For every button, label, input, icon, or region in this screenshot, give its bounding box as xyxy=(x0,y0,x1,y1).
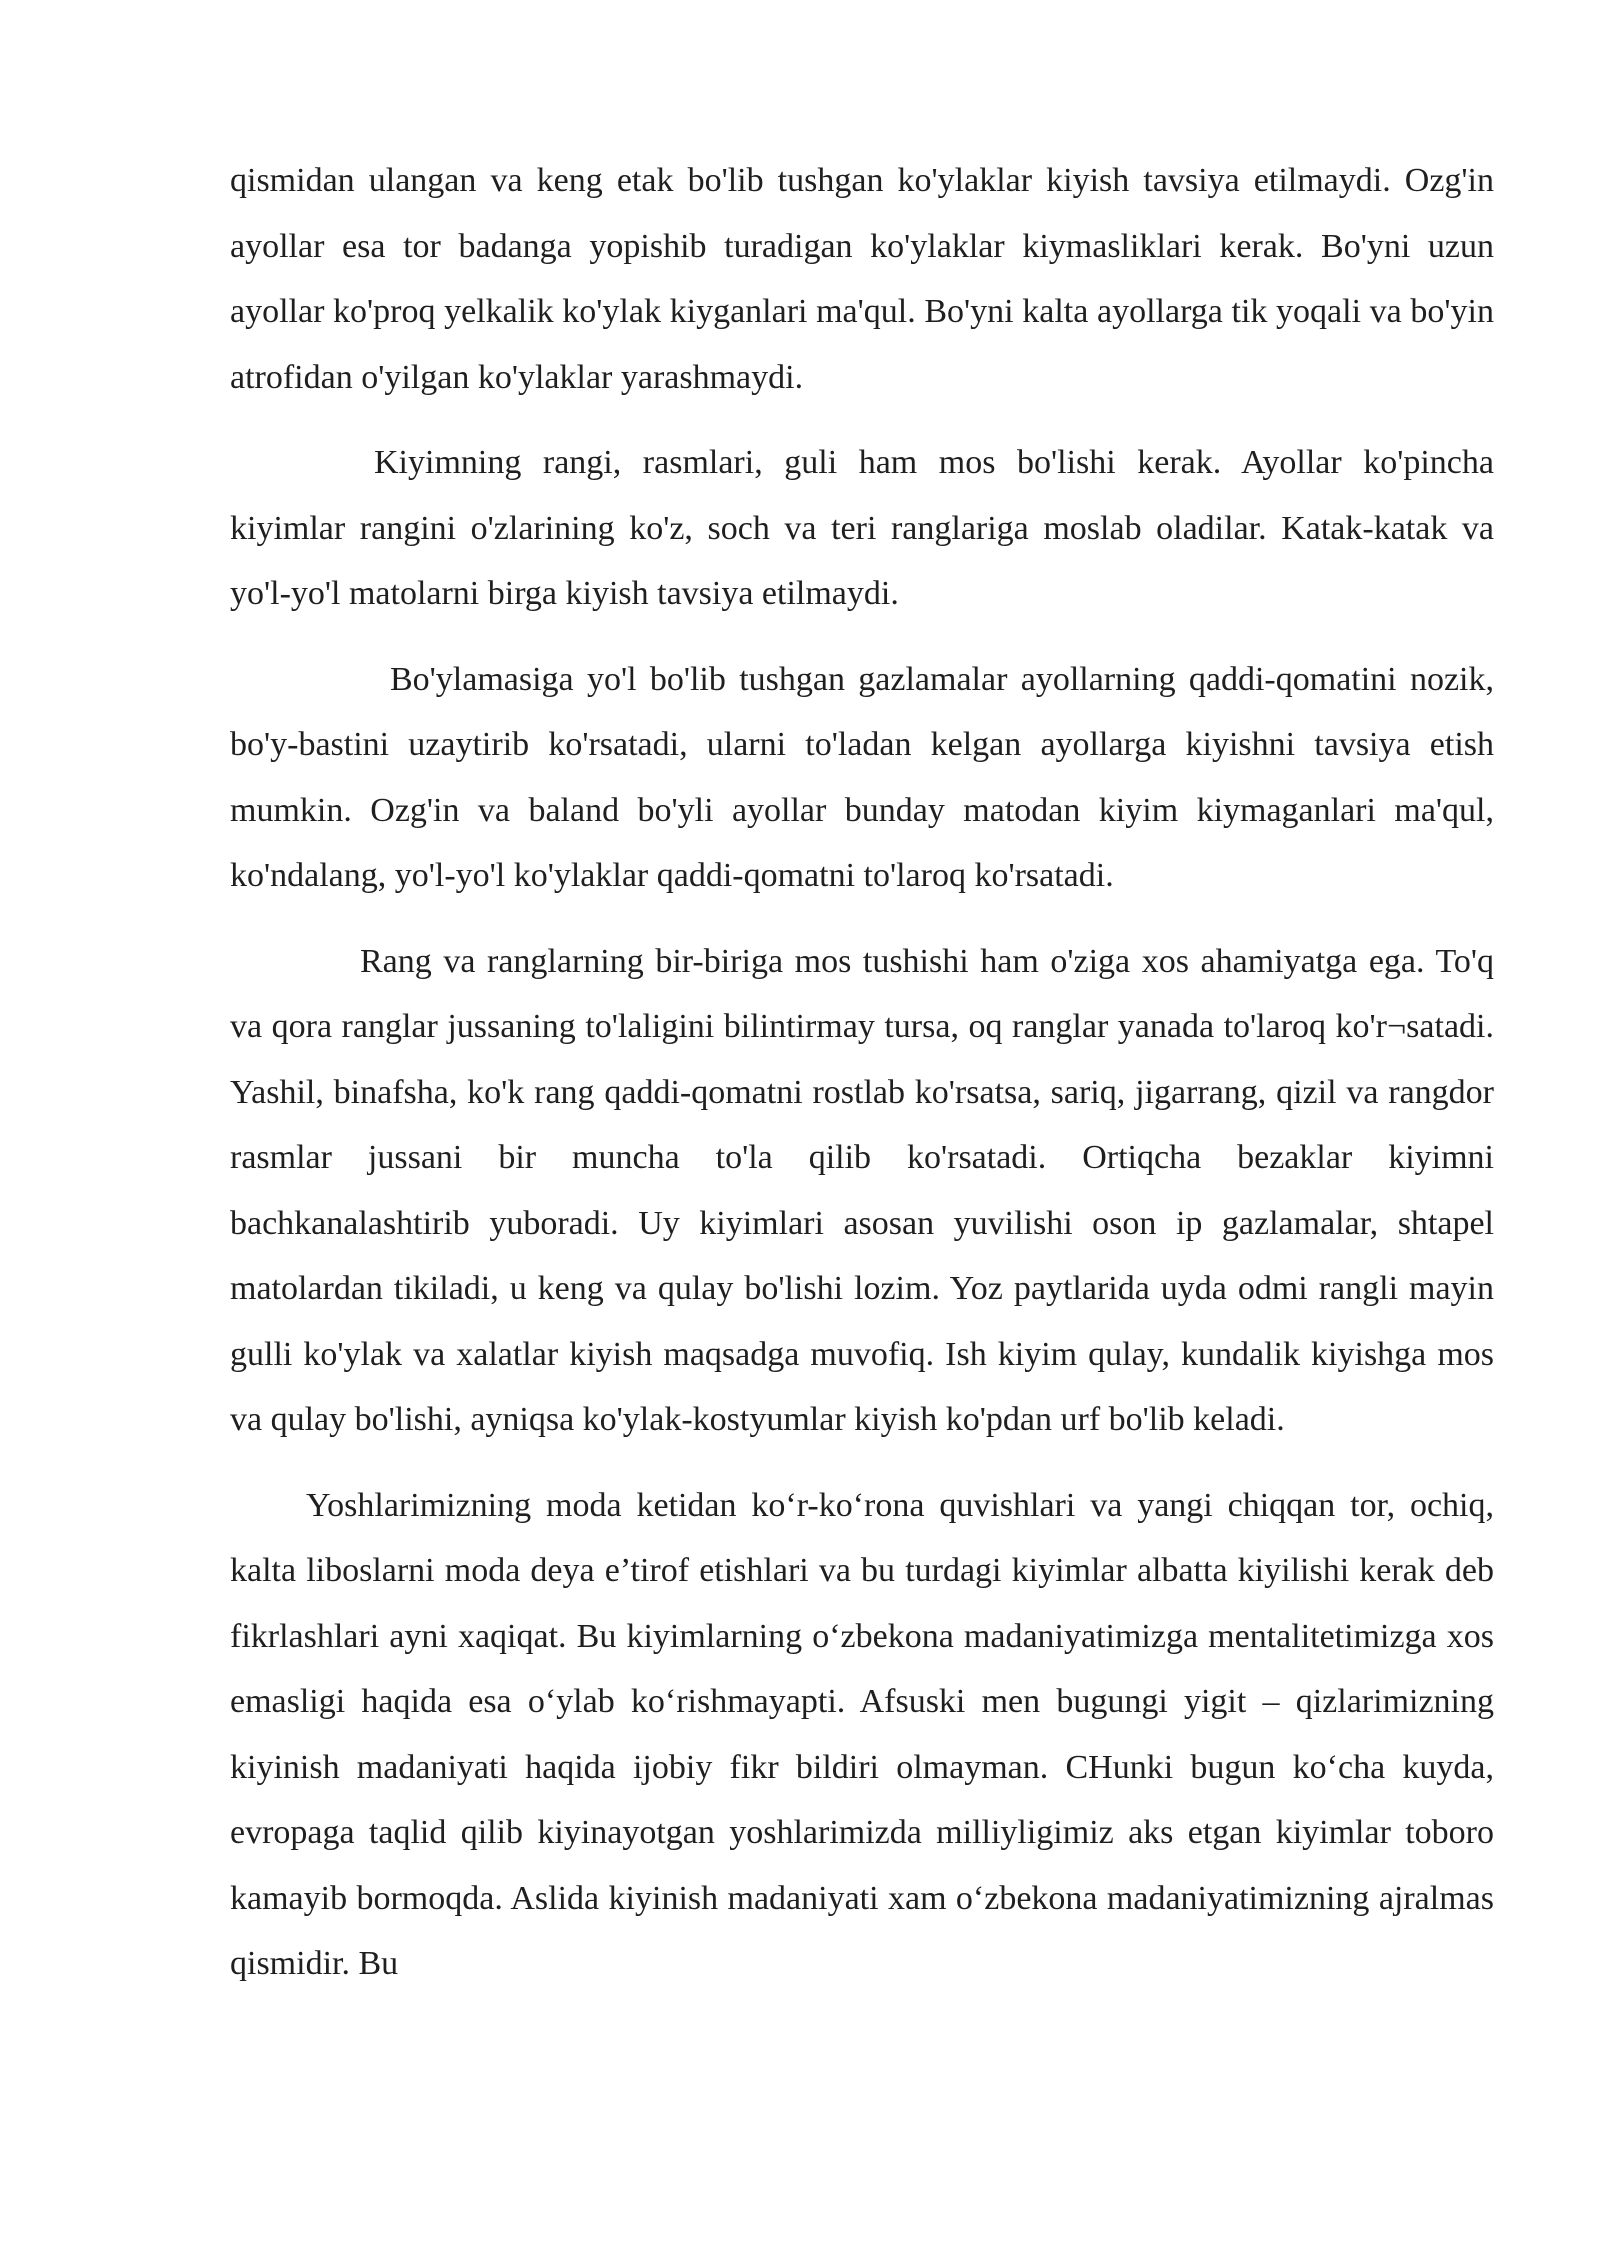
paragraph-5: Yoshlarimizning moda ketidan ko‘r-ko‘rona quvishlari va yangi chiqqan tor, ochiq, kalta liboslarni moda deya e’tirof etishlari va bu turdagi kiyimlar albatta kiyilishi kerak deb fikrlashlari ayni xaqiqat. Bu kiyimlarning o‘zbekona madaniyatimizga mentalitetimizga xos emasligi haqida esa o‘ylab ko‘rishmayapti. Afsuski men bugungi yigit – qizlarimizning kiyinish madaniyati haqida ijobiy fikr bildiri olmayman. CHunki bugun ko‘cha kuyda, evropaga taqlid qilib kiyinayotgan yoshlarimizda milliyligimiz aks etgan kiyimlar toboro kamayib bormoqda. Aslida kiyinish madaniyati xam o‘zbekona madaniyatimizning ajralmas qismidir. Bu xyxy=(230,1486,1494,1982)
paragraph-4: Rang va ranglarning bir-biriga mos tushishi ham o'ziga xos ahamiyatga ega. To'q va qora ranglar jussaning to'laligini bilintirmay tursa, oq ranglar yanada to'laroq ko'r¬satadi. Yashil, binafsha, ko'k rang qaddi-qomatni rostlab ko'rsatsa, sariq, jigarrang, qizil va rangdor rasmlar jussani bir muncha to'la qilib ko'rsatadi. Ortiqcha bezaklar kiyimni bachkanalashtirib yuboradi. Uy kiyimlari asosan yuvilishi oson ip gazlamalar, shtapel matolardan tikiladi, u keng va qulay bo'lishi lozim. Yoz paytlarida uyda odmi rangli mayin gulli ko'ylak va xalatlar kiyish maqsadga muvofiq. Ish kiyim qulay, kundalik kiyishga mos va qulay bo'lishi, ayniqsa ko'ylak-kostyumlar kiyish ko'pdan urf bo'lib keladi. xyxy=(230,942,1494,1438)
document-body xyxy=(230,148,1494,1997)
paragraph-3: Bo'ylamasiga yo'l bo'lib tushgan gazlamalar ayollarning qaddi-qomatini nozik, bo'y-bastini uzaytirib ko'rsatadi, ularni to'ladan kelgan ayollarga kiyishni tavsiya etish mumkin. Ozg'in va baland bo'yli ayollar bunday matodan kiyim kiymaganlari ma'qul, ko'ndalang, yo'l-yo'l ko'ylaklar qaddi-qomatni to'laroq ko'rsatadi. xyxy=(230,660,1494,894)
paragraph-1: qismidan ulangan va keng etak bo'lib tushgan ko'ylaklar kiyish tavsiya etilmaydi. Ozg'in ayollar esa tor badanga yopishib turadigan ko'ylaklar kiymasliklari kerak. Bo'yni uzun ayollar ko'proq yelkalik ko'ylak kiyganlari ma'qul. Bo'yni kalta ayollarga tik yoqali va bo'yin atrofidan o'yilgan ko'ylaklar yarashmaydi. xyxy=(230,162,1494,396)
paragraph-2: Kiyimning rangi, rasmlari, guli ham mos bo'lishi kerak. Ayollar ko'pincha kiyimlar rangini o'zlarining ko'z, soch va teri ranglariga moslab oladilar. Katak-katak va yo'l-yo'l matolarni birga kiyish tavsiya etilmaydi. xyxy=(230,444,1494,612)
